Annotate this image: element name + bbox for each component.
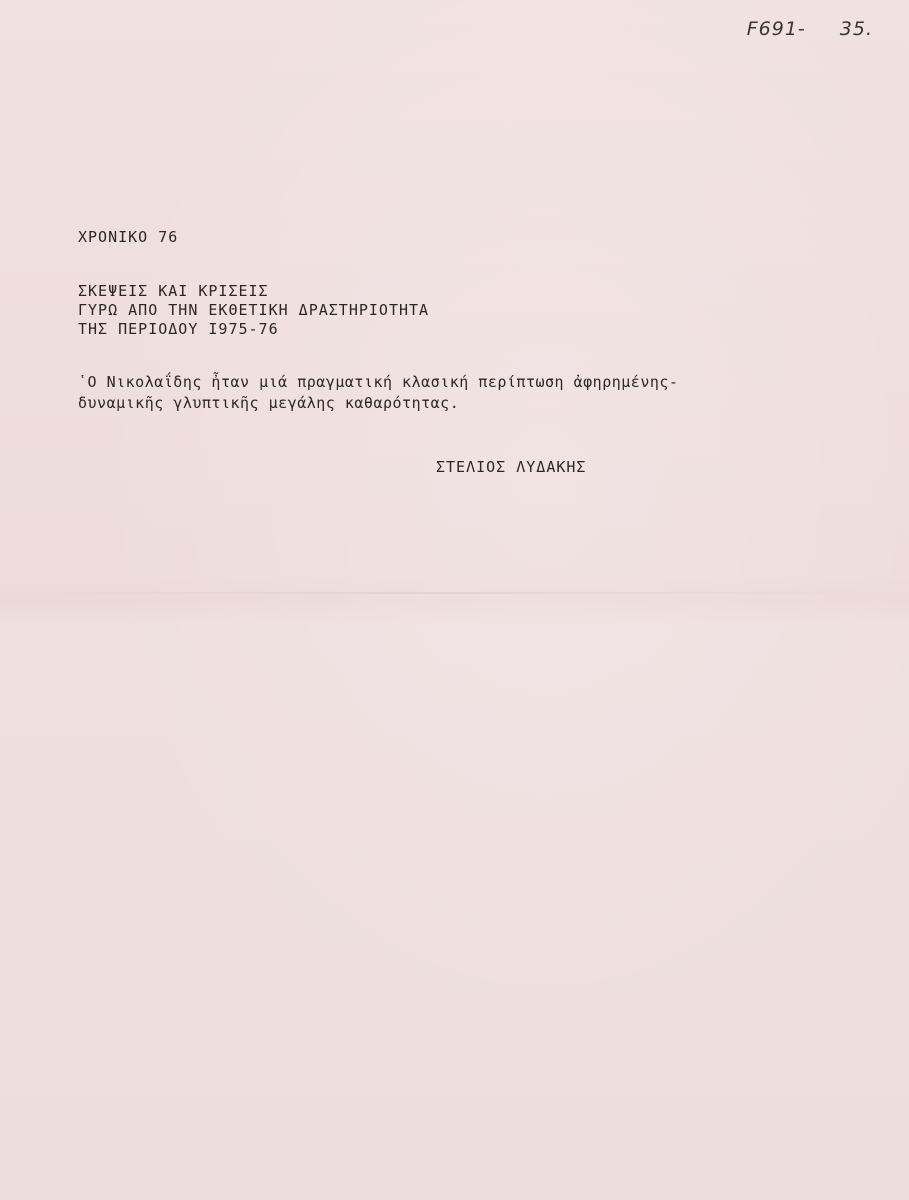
archive-code: F691- (746, 18, 806, 40)
quote-line-2: δυναμικῆς γλυπτικῆς μεγάλης καθαρότητας. (78, 394, 460, 412)
quote-line-1: ῾Ο Νικολαΐδης ἦταν μιά πραγματική κλασική περίπτωση ἀφηρημένης- (78, 373, 679, 391)
document-heading: ΧΡΟΝΙΚΟ 76 (78, 228, 179, 246)
title-line-2: ΓΥΡΩ ΑΠΟ ΤΗΝ ΕΚΘΕΤΙΚΗ ΔΡΑΣΤΗΡΙΟΤΗΤΑ (78, 301, 430, 319)
title-line-1: ΣΚΕΨΕΙΣ ΚΑΙ ΚΡΙΣΕΙΣ (78, 282, 269, 300)
document-title-block (78, 282, 429, 339)
author-name: ΣΤΕΛΙΟΣ ΛΥΔΑΚΗΣ (436, 458, 587, 476)
quote-paragraph (78, 372, 838, 414)
title-line-3: ΤΗΣ ΠΕΡΙΟΔΟΥ Ι975-76 (78, 320, 279, 338)
archive-page-number: 35. (839, 18, 873, 40)
handwritten-archive-mark (747, 18, 873, 40)
paper-fold-line (0, 592, 909, 594)
